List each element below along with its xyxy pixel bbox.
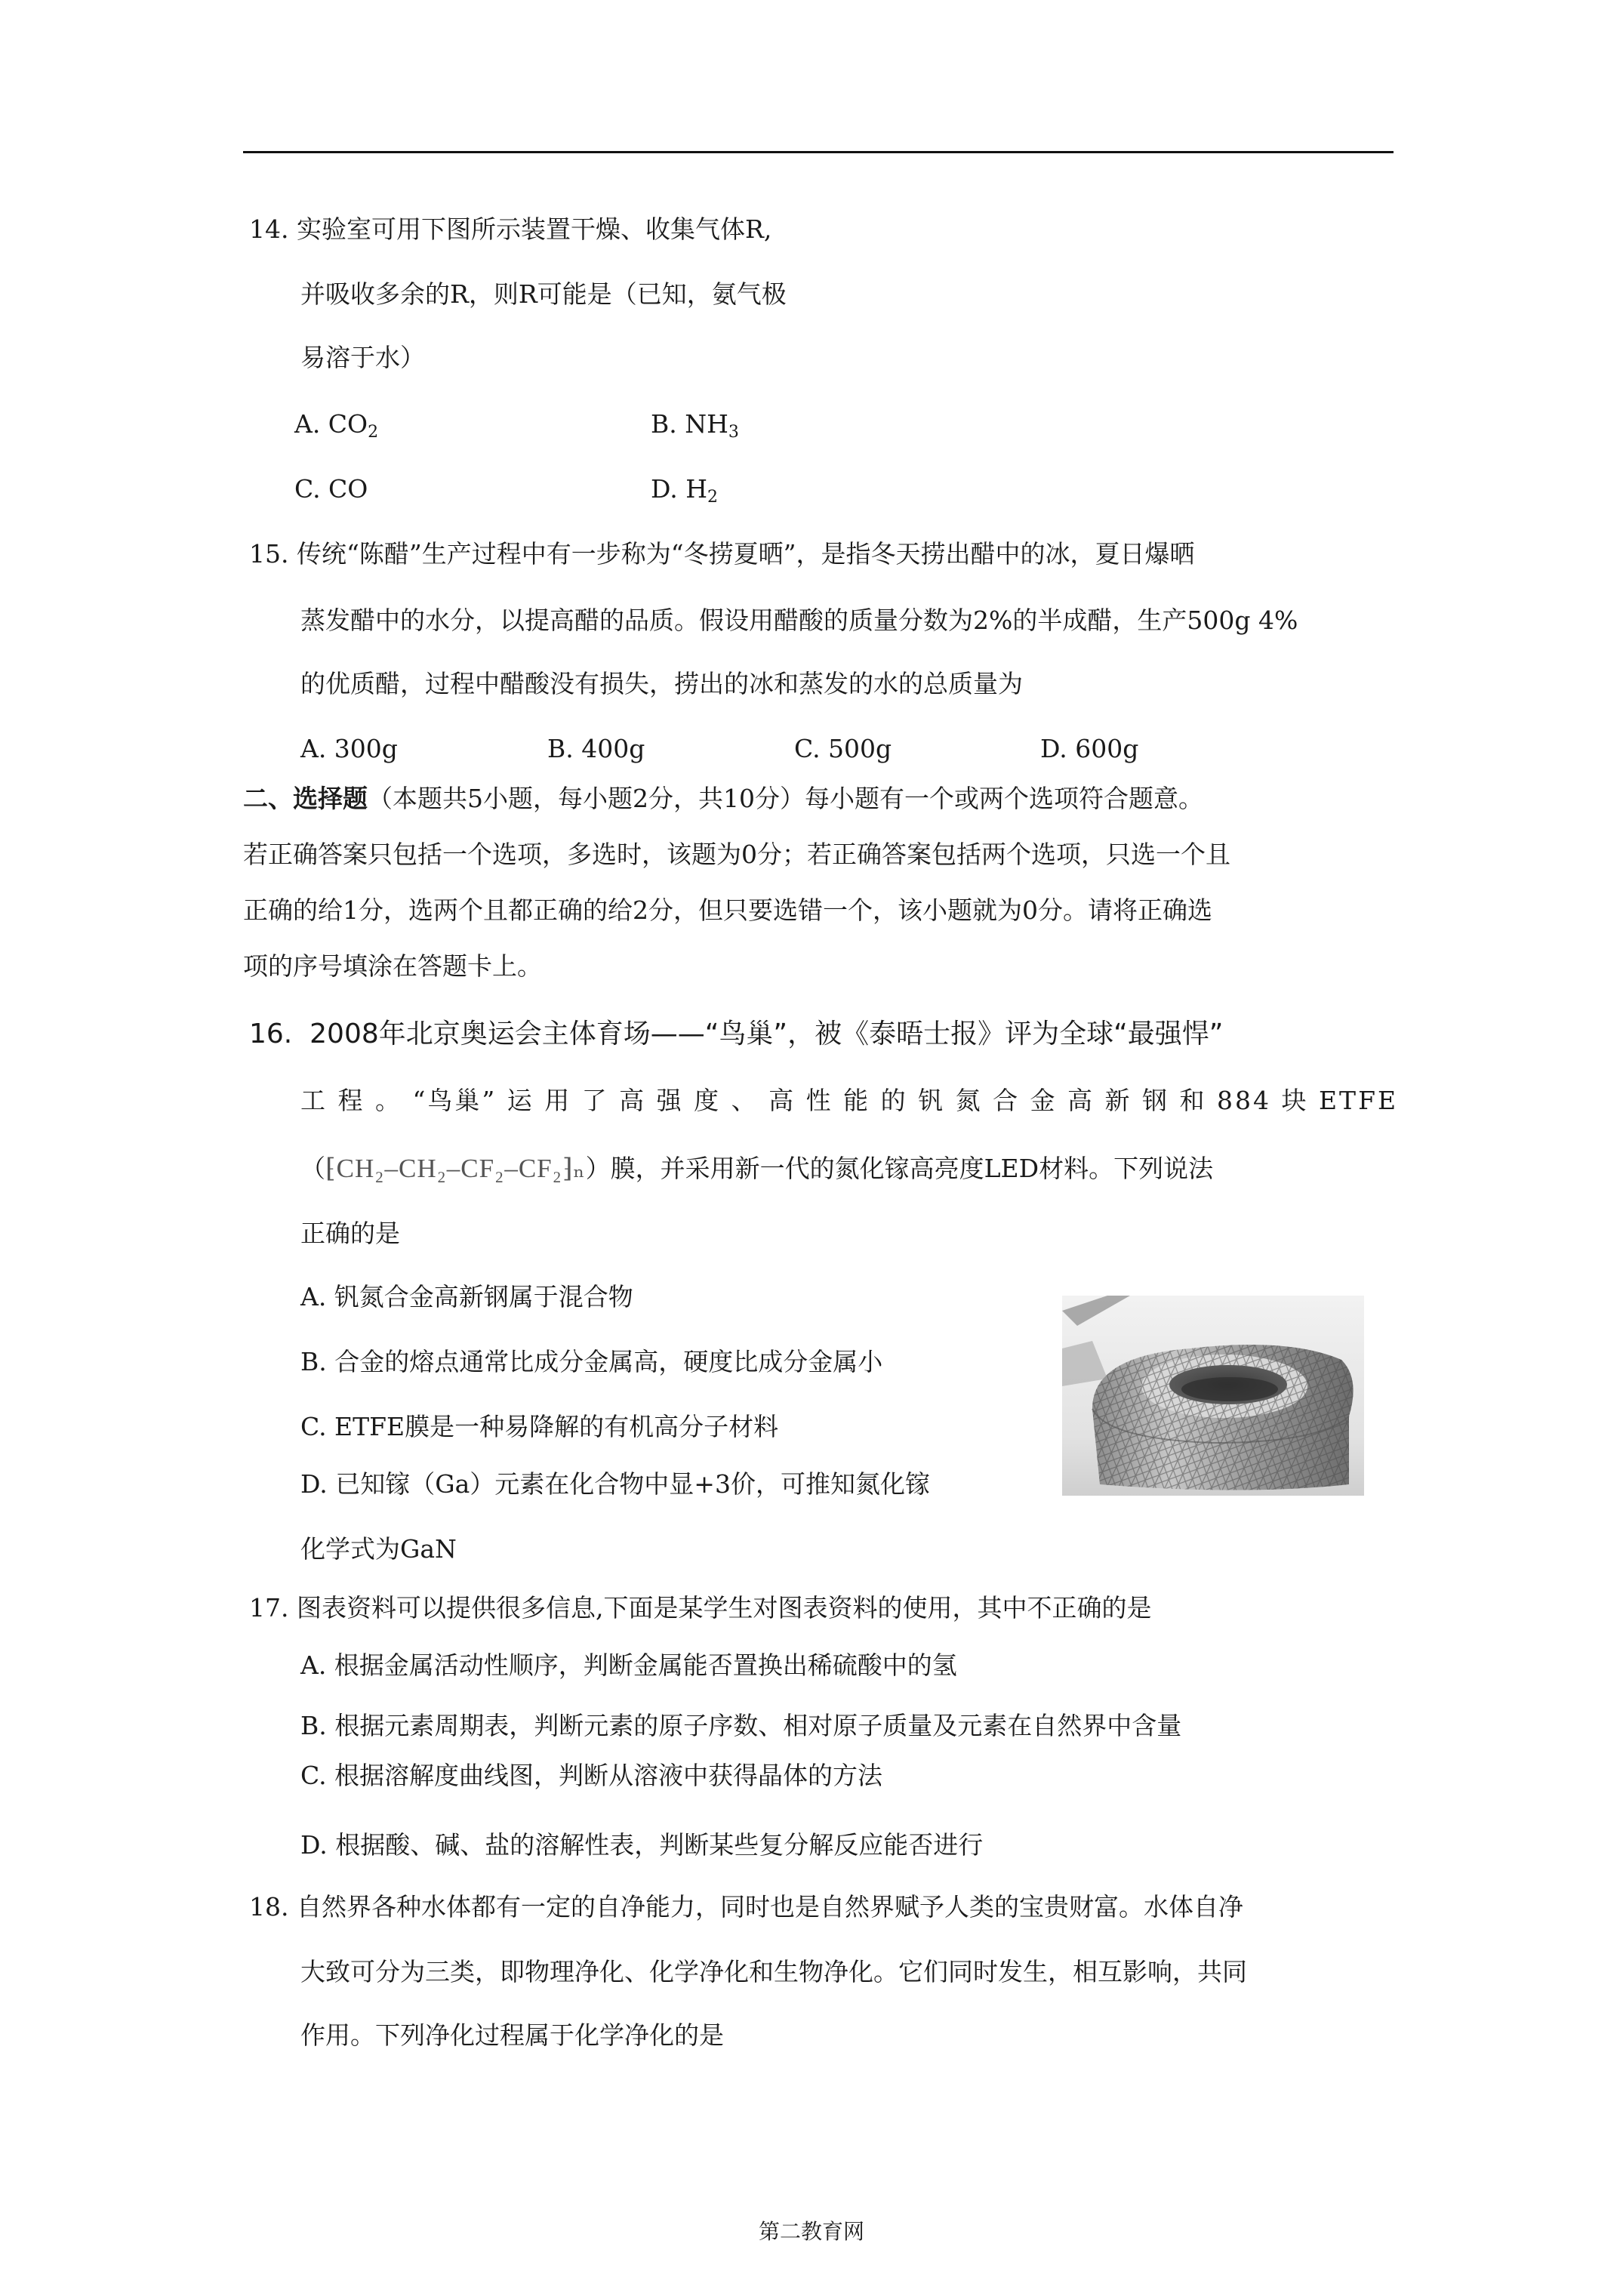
q17-option-a: A. 根据金属活动性顺序，判断金属能否置换出稀硫酸中的氢: [300, 1650, 957, 1680]
q16-option-d-line1: D. 已知镓（Ga）元素在化合物中显+3价，可推知氮化镓: [300, 1469, 930, 1499]
q16-option-c: C. ETFE膜是一种易降解的有机高分子材料: [300, 1412, 779, 1441]
q16-option-b: B. 合金的熔点通常比成分金属高，硬度比成分金属小: [300, 1347, 883, 1376]
q15-line1: 15. 传统“陈醋”生产过程中有一步称为“冬捞夏晒”，是指冬天捞出醋中的冰，夏日爆晒: [249, 539, 1195, 569]
q14-line3: 易溶于水）: [300, 343, 425, 372]
q16-line3: （⁅CH₂–CH₂–CF₂–CF₂⁆ₙ）膜，并采用新一代的氮化镓高亮度LED材料。下列说法: [300, 1152, 1213, 1185]
q16-line4: 正确的是: [300, 1219, 400, 1248]
q14-line1: 14. 实验室可用下图所示装置干燥、收集气体R,: [249, 214, 772, 244]
section2-line2: 若正确答案只包括一个选项，多选时，该题为0分；若正确答案包括两个选项，只选一个且: [243, 840, 1230, 869]
q17-line1: 17. 图表资料可以提供很多信息,下面是某学生对图表资料的使用，其中不正确的是: [249, 1593, 1152, 1623]
q14-option-c: C. CO: [294, 474, 368, 504]
q15-option-c: C. 500g: [794, 734, 892, 763]
section2-line1: 二、选择题（本题共5小题，每小题2分，共10分）每小题有一个或两个选项符合题意。: [243, 784, 1203, 813]
q14-line2: 并吸收多余的R，则R可能是（已知，氨气极: [300, 279, 787, 309]
section2-line3: 正确的给1分，选两个且都正确的给2分，但只要选错一个，该小题就为0分。请将正确选: [243, 895, 1212, 925]
q18-line3: 作用。下列净化过程属于化学净化的是: [300, 2020, 724, 2050]
q16-line2: 工 程 。 “鸟巢” 运 用 了 高 强 度 、 高 性 能 的 钒 氮 合 金 高 新 钢 和 884 块 ETFE: [300, 1086, 1399, 1115]
q18-line1: 18. 自然界各种水体都有一定的自净能力，同时也是自然界赋予人类的宝贵财富。水体自净: [249, 1892, 1243, 1922]
q14-option-b: B. $NH_3$: [651, 409, 739, 442]
q16-option-d-line2: 化学式为GaN: [300, 1534, 457, 1564]
q15-option-b: B. 400g: [547, 734, 645, 763]
section2-title: 二、选择题: [243, 784, 368, 813]
q17-option-c: C. 根据溶解度曲线图，判断从溶液中获得晶体的方法: [300, 1761, 883, 1790]
birds-nest-stadium-photo: [1062, 1296, 1364, 1496]
section2-line4: 项的序号填涂在答题卡上。: [243, 951, 542, 981]
header-rule: [243, 151, 1394, 153]
q18-line2: 大致可分为三类，即物理净化、化学净化和生物净化。它们同时发生，相互影响，共同: [300, 1957, 1247, 1986]
etfe-formula: ⁅CH₂–CH₂–CF₂–CF₂⁆ₙ: [325, 1154, 586, 1183]
q14-option-d: D. $H_2$: [651, 474, 719, 507]
q15-option-d: D. 600g: [1040, 734, 1139, 763]
q15-option-a: A. 300g: [300, 734, 398, 763]
q15-line3: 的优质醋，过程中醋酸没有损失，捞出的冰和蒸发的水的总质量为: [300, 669, 1023, 698]
q15-line2: 蒸发醋中的水分，以提高醋的品质。假设用醋酸的质量分数为2%的半成醋，生产500g 4%: [300, 606, 1298, 635]
q17-option-d: D. 根据酸、碱、盐的溶解性表，判断某些复分解反应能否进行: [300, 1830, 984, 1860]
q17-option-b: B. 根据元素周期表，判断元素的原子序数、相对原子质量及元素在自然界中含量: [300, 1711, 1182, 1740]
q16-line1: 16. 2008年北京奥运会主体育场——“鸟巢”，被《泰晤士报》评为全球“最强悍”: [249, 1019, 1224, 1049]
q14-option-a: A. $CO_2$: [294, 409, 379, 442]
q16-option-a: A. 钒氮合金高新钢属于混合物: [300, 1282, 633, 1311]
page-footer: 第二教育网: [758, 2219, 864, 2244]
